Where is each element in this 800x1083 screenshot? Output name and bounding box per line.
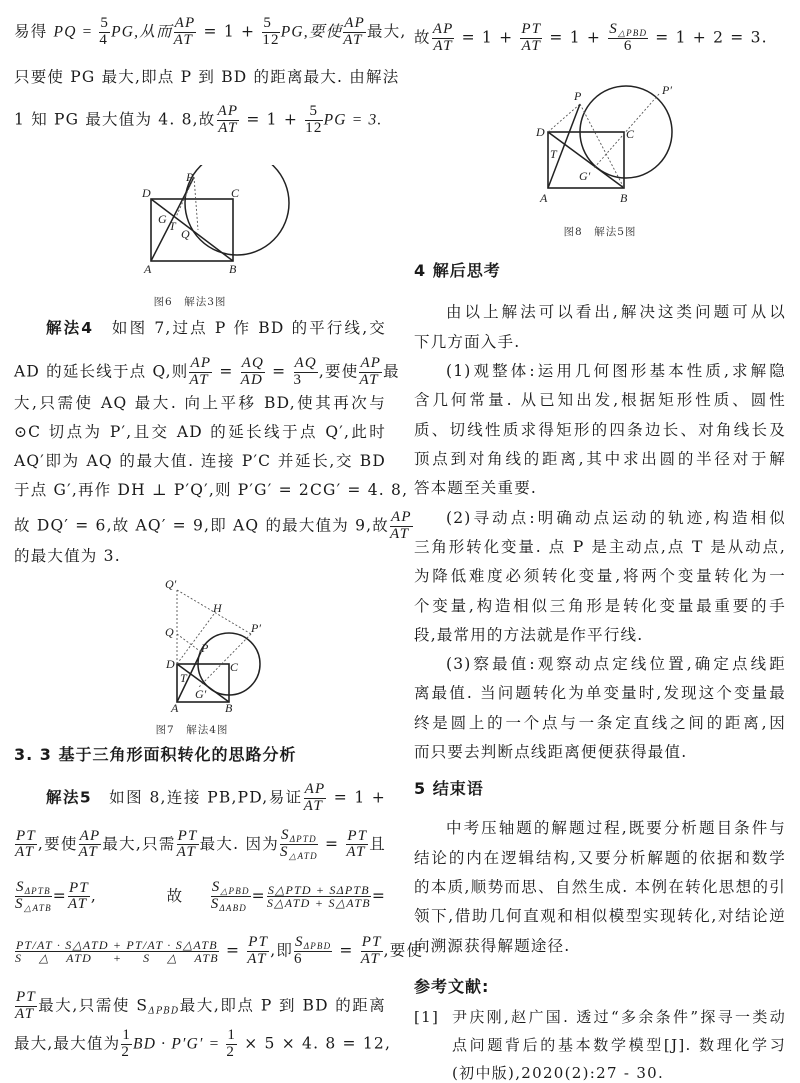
math: PG,要使 [280, 23, 343, 41]
section4-para4-line2: 离最值. 当问题转化为单变量时,发现这个变量最 [414, 684, 786, 702]
fraction: $\frac{AP}{AT}$ [432, 21, 454, 55]
label-q-prime: Q′ [165, 577, 177, 591]
label-c: C [231, 186, 240, 200]
fraction: $\frac{\text{S△PTD + SΔPTB}}{\text{S△ATD + S△ATB}}$ [266, 882, 371, 911]
fraction: $\frac{S_{\Delta PTB}}{S_{\triangle ATB}}$ [15, 879, 52, 914]
text: 1 知 PG 最大值为 4. 8,故 [14, 110, 216, 129]
dashed-q-p [177, 634, 201, 652]
fraction: $\frac{AP}{AT}$ [173, 15, 196, 48]
label-c: C [230, 660, 239, 674]
label-d: D [536, 125, 545, 139]
label-h: H [213, 601, 222, 615]
text: 如图 7,过点 P 作 BD 的平行线,交 [111, 319, 386, 337]
section4-para3-line5: 段,最常用的方法就是作平行线. [414, 626, 644, 644]
text: AD 的延长线于点 Q,则 [14, 362, 189, 381]
fraction: $\frac{PT}{AT}$ [15, 827, 36, 861]
fraction: $\frac{1}{2}$ [121, 1027, 132, 1060]
text: = 1 + [197, 22, 262, 41]
fraction: $\frac{PT}{AT}$ [360, 934, 382, 968]
label-b: B [620, 191, 628, 205]
fraction: $\frac{5}{12}$ [262, 15, 280, 48]
fraction: $\frac{AP}{AT}$ [217, 103, 239, 136]
reference-1-number: [1] [414, 1008, 440, 1026]
section4-para4-line3: 终是圆上的一个点与一条定直线之间的距离,因 [414, 714, 786, 732]
solution-label: 解法4 [46, 319, 94, 337]
section4-para2-line3: 质、切线性质求得矩形的四条边长、对角线长及 [414, 421, 786, 439]
solution5-line-1: 解法5 如图 8,连接 PB,PD,易证 $\frac{AP}{AT}$ = 1 + [46, 781, 386, 814]
section5-line5: 向溯源获得解题途径. [414, 937, 571, 955]
fraction: $\frac{AP}{AT}$ [78, 827, 101, 861]
dashed-pq [194, 177, 198, 230]
solution-label: 解法5 [46, 788, 92, 807]
fraction: $\frac{5}{12}$ [305, 103, 323, 136]
section4-para3-line3: 为降低难度必须转化变量,将两个变量转化为一 [414, 567, 786, 585]
label-d: D [142, 186, 151, 200]
text: = 1 + [240, 110, 305, 129]
section5-line3: 的本质,顺势而思、自然生成. 本例在转化思想的引 [414, 878, 786, 896]
fraction: $\frac{PT}{AT}$ [67, 879, 89, 913]
figure-8-caption: 图8 解法5图 [563, 226, 637, 238]
figure-7-caption: 图7 解法4图 [155, 724, 229, 736]
label-a: A [171, 701, 179, 712]
section4-para2-line4: 顶点到对角线的距离,其中求出圆的半径对于解 [414, 450, 786, 468]
solution5-line-2: $\frac{PT}{AT}$ ,要使 $\frac{AP}{AT}$ 最大,只需 $\frac{PT}{AT}$ 最大. 因为 $\frac{S_{\Delta PTD}}{S_{\triangle ATD}}$ = $\frac{PT}{AT}$ 且 [15, 827, 387, 862]
references-heading: 参考文献: [414, 977, 490, 996]
section5-line4: 领下,借助几何直观和相似模型实现转化,对结论逆 [414, 907, 786, 925]
label-p: P [574, 89, 582, 103]
fraction: $\frac{\text{PT/AT · S△ATD + PT/AT · S△ATB}}{\text{S△ATD + S△ATB}}$ [15, 937, 219, 966]
circle-c [185, 165, 289, 255]
solution5-line-6: 最大,最大值为 $\frac{1}{2}$ BD · P′G′ = $\frac{1}{2}$ × 5 × 4. 8 = 12, [14, 1027, 392, 1060]
label-p: P [201, 641, 209, 655]
label-t: T [169, 219, 176, 233]
intro-line-1 [14, 15, 407, 49]
intro-line-2: 只要使 PG 最大,即点 P 到 BD 的距离最大. 由解法 [14, 68, 400, 86]
fraction: $\frac{AP}{AT}$ [359, 355, 382, 388]
section4-para3-line4: 个变量,构造相似三角形是转化变量最重要的手 [414, 597, 786, 615]
intro-line-3 [14, 104, 386, 137]
label-g: G [158, 212, 167, 226]
math: PQ = [53, 23, 99, 41]
label-t: T [550, 147, 557, 161]
label-q: Q [165, 625, 174, 639]
fraction: $\frac{AP}{AT}$ [189, 355, 212, 388]
section-3-3-heading: 3. 3 基于三角形面积转化的思路分析 [14, 745, 297, 764]
solution5-line-4: $\frac{\text{PT/AT · S△ATD + PT/AT · S△ATB}}{\text{S△ATD + S△ATB}}$ = $\frac{PT}{AT}$ ,即 $\frac{S_{\Delta PBD}}{6}$ = $\frac{PT}{AT}$ ,要使 [15, 934, 424, 968]
reference-1-line3: (初中版),2020(2):27 - 30. [452, 1064, 665, 1082]
section4-para1-line2: 下几方面入手. [414, 333, 521, 351]
section4-para4-line4: 而只要去判断点线距离便便获得最值. [414, 743, 688, 761]
conclusion-equation: 故 $\frac{AP}{AT}$ = 1 + $\frac{PT}{AT}$ = 1 + $\frac{S_{\triangle PBD}}{6}$ = 1 + 2 = 3. [414, 21, 768, 55]
fraction: $\frac{1}{2}$ [226, 1027, 237, 1060]
label-g-prime: G′ [195, 687, 207, 701]
solution4-line-3: 大,只需使 AQ 最大. 向上平移 BD,使其再次与 [14, 394, 386, 412]
fraction: $\frac{AQ}{3}$ [293, 355, 317, 388]
section4-para2-line2: 含几何常量. 从已知出发,根据矩形性质、圆性 [414, 391, 786, 409]
math: PG = 3. [323, 111, 383, 129]
label-p-prime: P′ [662, 83, 672, 97]
solution4-line-6: 于点 G′,再作 DH ⊥ P′Q′,则 P′G′ = 2CG′ = 4. 8, [14, 481, 409, 499]
section-4-heading: 4 解后思考 [414, 261, 501, 280]
solution4-line-1 [14, 318, 386, 338]
label-g-prime: G′ [579, 169, 591, 183]
math: PG,从而 [111, 23, 173, 41]
label-a: A [540, 191, 548, 205]
label-c: C [626, 127, 635, 141]
fraction: $\frac{AP}{AT}$ [343, 15, 366, 48]
fraction: $\frac{S_{\triangle PBD}}{S_{\Delta ABD}}$ [210, 879, 250, 914]
line-ap [548, 104, 580, 188]
section5-line2: 结论的内在逻辑结构,又要分析解题的依据和数学 [414, 849, 786, 867]
fraction: $\frac{5}{4}$ [99, 15, 110, 48]
figure-7-diagram [139, 572, 279, 712]
solution4-line-5: AQ′即为 AQ 的最大值. 连接 P′C 并延长,交 BD [14, 452, 386, 470]
solution5-line-3: $\frac{S_{\Delta PTB}}{S_{\triangle ATB}}$ = $\frac{PT}{AT}$ , 故 $\frac{S_{\triangle PBD}}{S_{\Delta ABD}}$ = $\frac{\text{S△PTD + SΔPTB}}{\text{S△ATD + S△ATB}}$ = [15, 879, 386, 914]
fraction: $\frac{PT}{AT}$ [346, 827, 368, 861]
label-b: B [229, 262, 237, 276]
section4-para2-line1: (1)观整体:运用几何图形基本性质,求解隐 [446, 362, 786, 380]
fraction: $\frac{AQ}{AD}$ [240, 355, 265, 388]
section4-para3-line2: 三角形转化变量. 点 P 是主动点,点 T 是从动点, [414, 538, 786, 556]
section4-para2-line5: 答本题至关重要. [414, 479, 538, 497]
fraction: $\frac{AP}{AT}$ [389, 509, 412, 542]
figure-6-caption: 图6 解法3图 [153, 296, 227, 308]
section4-para1-line1: 由以上解法可以看出,解决这类问题可从以 [446, 303, 786, 321]
label-d: D [166, 657, 175, 671]
figure-8-diagram [534, 82, 694, 207]
solution4-line-8: 的最大值为 3. [14, 547, 121, 565]
reference-1-line1: 尹庆刚,赵广国. 透过“多余条件”探寻一类动 [452, 1008, 786, 1026]
fraction: $\frac{AP}{AT}$ [303, 781, 326, 814]
text: 易得 [14, 22, 54, 41]
fraction: $\frac{PT}{AT}$ [247, 934, 269, 968]
solution4-line-2: AD 的延长线于点 Q,则 $\frac{AP}{AT}$ = $\frac{AQ}{AD}$ = $\frac{AQ}{3}$ ,要使 $\frac{AP}{AT}$ 最 [14, 355, 400, 388]
fraction: $\frac{S_{\triangle PBD}}{6}$ [609, 21, 648, 55]
label-b: B [225, 701, 233, 712]
figure-6-diagram [124, 165, 294, 280]
label-p-prime: P′ [251, 621, 261, 635]
fraction: $\frac{PT}{AT}$ [15, 989, 36, 1022]
label-q: Q [181, 227, 190, 241]
label-a: A [144, 262, 152, 276]
fraction: $\frac{S_{\Delta PBD}}{6}$ [294, 934, 332, 968]
solution4-line-7: 故 DQ′ = 6,故 AQ′ = 9,即 AQ 的最大值为 9,故 $\frac{AP}{AT}$ [14, 509, 412, 542]
fraction: $\frac{S_{\Delta PTD}}{S_{\triangle ATD}}$ [279, 827, 318, 862]
dashed-dh [177, 614, 214, 664]
text: 最大, [367, 22, 407, 41]
section4-para4-line1: (3)察最值:观察动点定线位置,确定点线距 [446, 655, 786, 673]
reference-1-line2: 点问题背后的基本数学模型[J]. 数理化学习 [452, 1036, 786, 1054]
section5-line1: 中考压轴题的解题过程,既要分析题目条件与 [446, 819, 786, 837]
section-5-heading: 5 结束语 [414, 779, 484, 798]
fraction: $\frac{PT}{AT}$ [176, 827, 198, 861]
section4-para3-line1: (2)寻动点:明确动点运动的轨迹,构造相似 [446, 509, 786, 527]
label-p: P [186, 170, 194, 184]
solution4-line-4: ⊙C 切点为 P′,且交 AD 的延长线于点 Q′,此时 [14, 423, 386, 441]
solution5-line-5: $\frac{PT}{AT}$ 最大,只需使 $S_{\Delta PBD}$最大,即点 P 到 BD 的距离 [15, 989, 386, 1022]
fraction: $\frac{PT}{AT}$ [521, 21, 542, 55]
label-t: T [180, 671, 187, 685]
